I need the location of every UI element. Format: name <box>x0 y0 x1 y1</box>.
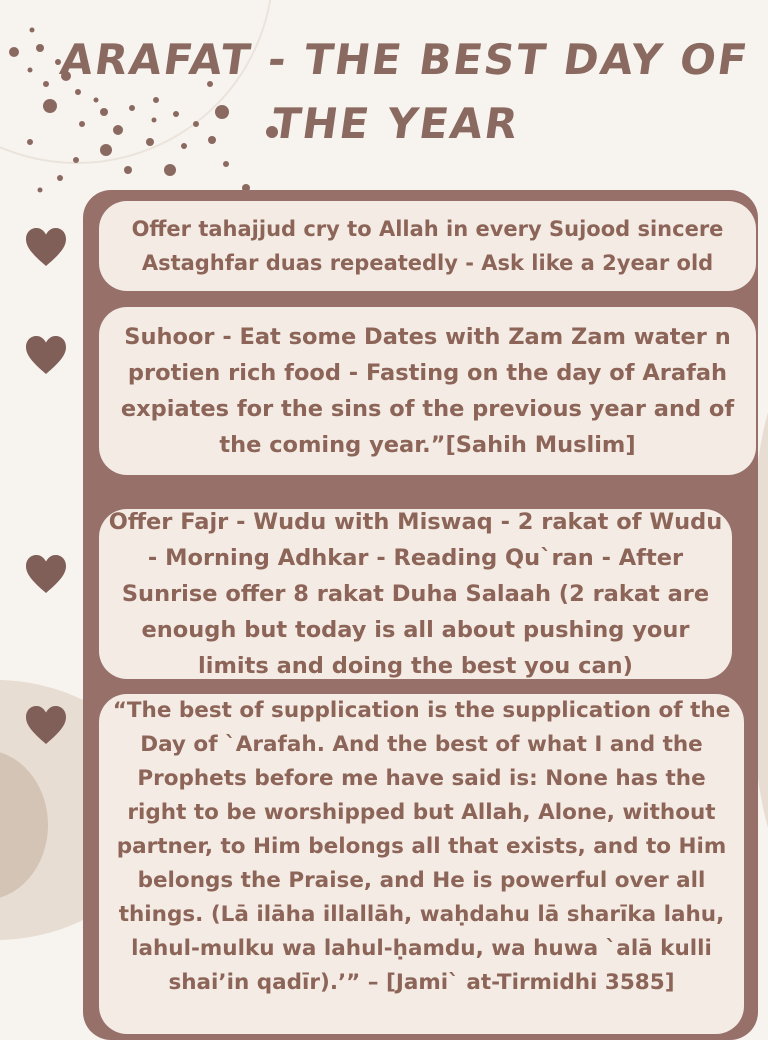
tip-card-fajr <box>99 509 732 679</box>
heart-icon <box>24 704 68 748</box>
tip-text: “The best of supplication is the supplication of the Day of `Arafah. And the best of what I and the Prophets before me have said is: None has the right to be worshipped but Allah, Alone, without partner, to Him belongs all that exists, and to Him belongs the Praise, and He is powerful over all things. (Lā ilāha illallāh, waḥdahu lā sharīka lahu, lahul-mulku wa lahul-ḥamdu, wa huwa `alā kulli shai’in qadīr).’” – [Jami` at-Tirmidhi 3585] <box>112 698 731 995</box>
heart-icon <box>24 226 68 270</box>
tip-card-tahajjud <box>99 201 756 291</box>
tip-text: Offer Fajr - Wudu with Miswaq - 2 rakat of Wudu - Morning Adhkar - Reading Qu`ran - After Sunrise offer 8 rakat Duha Salaah (2 rakat are enough but today is all about pushing your limits and doing the best you can) <box>108 509 723 679</box>
page-title: ARAFAT - THE BEST DAY OF THE YEAR <box>57 35 752 148</box>
tip-card-supplication <box>99 694 744 1034</box>
tip-card-suhoor <box>99 307 756 475</box>
tip-text: Suhoor - Eat some Dates with Zam Zam water n protien rich food - Fasting on the day of Arafah expiates for the sins of the previous year and of the coming year.”[Sahih Muslim] <box>120 324 735 458</box>
heart-icon <box>24 334 68 378</box>
tip-text: Offer tahajjud cry to Allah in every Sujood sincere Astaghfar duas repeatedly - Ask like a 2year old <box>131 217 724 275</box>
heart-icon <box>24 553 68 597</box>
